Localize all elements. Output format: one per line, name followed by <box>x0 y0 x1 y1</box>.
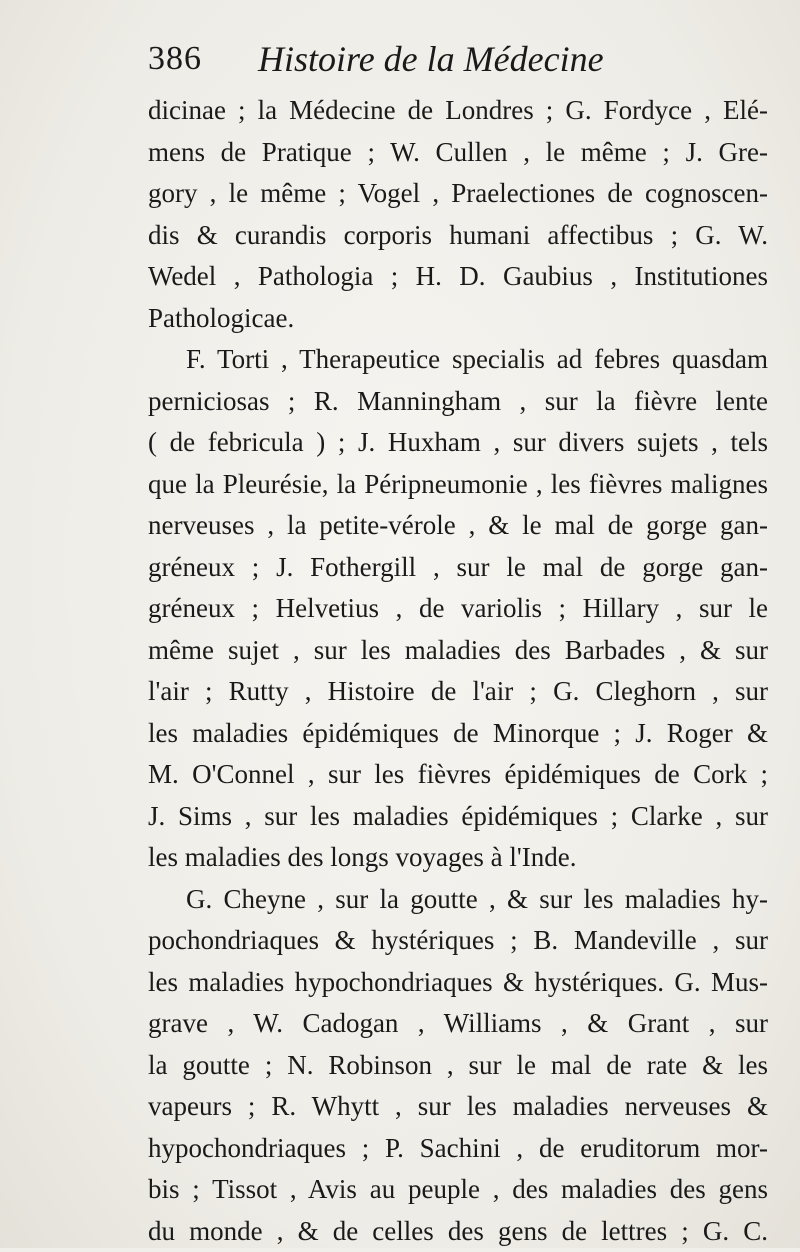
text-line: ( de febricula ) ; J. Huxham , sur divers sujets , tels <box>148 422 768 464</box>
text-line: hypochondriaques ; P. Sachini , de eruditorum mor- <box>148 1128 768 1170</box>
text-line: la goutte ; N. Robinson , sur le mal de rate & les <box>148 1045 768 1087</box>
text-line: nerveuses , la petite-vérole , & le mal de gorge gan- <box>148 505 768 547</box>
text-line: J. Sims , sur les maladies épidémiques ; Clarke , sur <box>148 796 768 838</box>
text-line: du monde , & de celles des gens de lettres ; G. C. <box>148 1211 768 1252</box>
text-line: M. O'Connel , sur les fièvres épidémiques de Cork ; <box>148 754 768 796</box>
text-line: Wedel , Pathologia ; H. D. Gaubius , Institutiones <box>148 256 768 298</box>
text-line: Pathologicae. <box>148 298 768 340</box>
text-line: bis ; Tissot , Avis au peuple , des maladies des gens <box>148 1169 768 1211</box>
text-line: pochondriaques & hystériques ; B. Mandeville , sur <box>148 920 768 962</box>
page-number: 386 <box>148 40 202 78</box>
text-line: les maladies hypochondriaques & hystériques. G. Mus- <box>148 962 768 1004</box>
text-line: F. Torti , Therapeutice specialis ad febres quasdam <box>148 339 768 381</box>
text-line: mens de Pratique ; W. Cullen , le même ; J. Gre- <box>148 132 768 174</box>
text-line: G. Cheyne , sur la goutte , & sur les maladies hy- <box>148 879 768 921</box>
text-line: que la Pleurésie, la Péripneumonie , les fièvres malignes <box>148 464 768 506</box>
page-header <box>148 38 768 86</box>
text-line: même sujet , sur les maladies des Barbades , & sur <box>148 630 768 672</box>
text-line: vapeurs ; R. Whytt , sur les maladies nerveuses & <box>148 1086 768 1128</box>
running-title: Histoire de la Médecine <box>258 38 604 80</box>
text-line: l'air ; Rutty , Histoire de l'air ; G. Cleghorn , sur <box>148 671 768 713</box>
text-line: gréneux ; Helvetius , de variolis ; Hillary , sur le <box>148 588 768 630</box>
text-line: grave , W. Cadogan , Williams , & Grant , sur <box>148 1003 768 1045</box>
text-line: dicinae ; la Médecine de Londres ; G. Fordyce , Elé- <box>148 90 768 132</box>
body-text <box>148 90 768 1252</box>
text-line: les maladies épidémiques de Minorque ; J. Roger & <box>148 713 768 755</box>
text-line: les maladies des longs voyages à l'Inde. <box>148 837 768 879</box>
text-line: perniciosas ; R. Manningham , sur la fièvre lente <box>148 381 768 423</box>
text-line: dis & curandis corporis humani affectibus ; G. W. <box>148 215 768 257</box>
text-line: gory , le même ; Vogel , Praelectiones de cognoscen- <box>148 173 768 215</box>
text-line: gréneux ; J. Fothergill , sur le mal de gorge gan- <box>148 547 768 589</box>
